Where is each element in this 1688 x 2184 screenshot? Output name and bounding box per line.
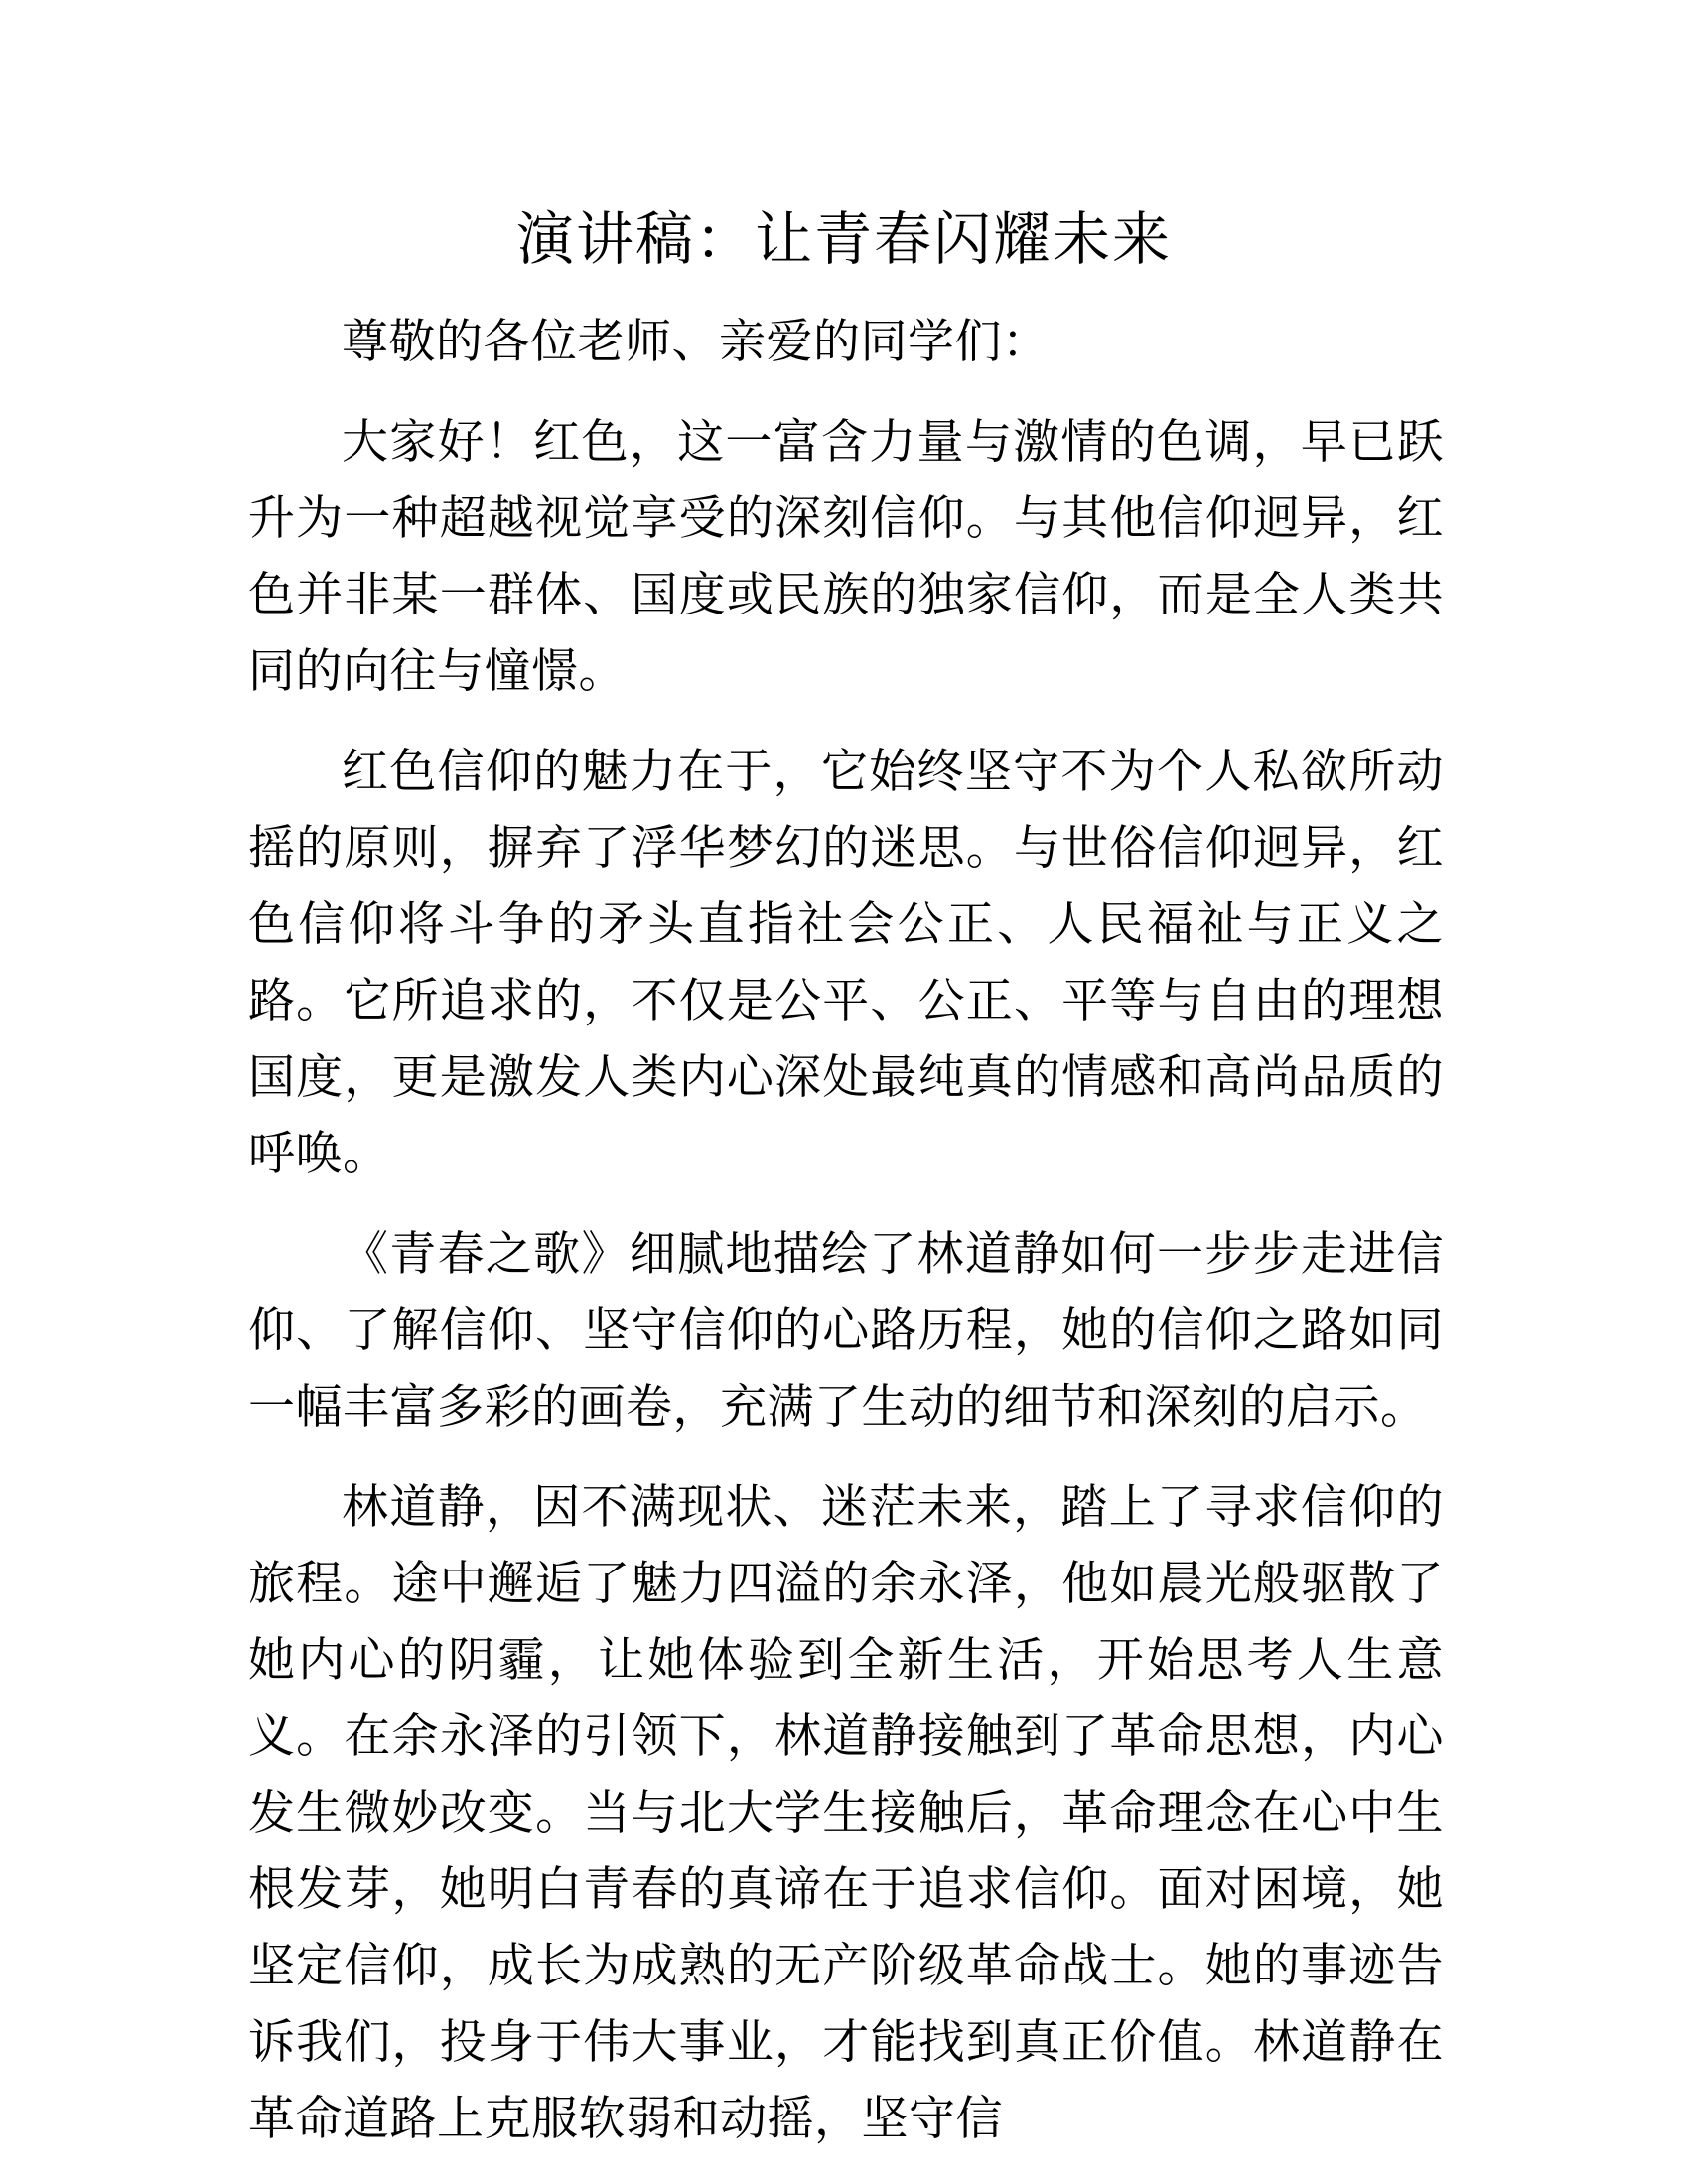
paragraph-red-faith: 红色信仰的魅力在于，它始终坚守不为个人私欲所动摇的原则，摒弃了浮华梦幻的迷思。与世俗信仰迥异，红色信仰将斗争的矛头直指社会公正、人民福祉与正义之路。它所追求的，不仅是公平、公正、平等与自由的理想国度，更是激发人类内心深处最纯真的情感和高尚品质的呼唤。 xyxy=(248,745,1444,1181)
document-title: 演讲稿：让青春闪耀未来 xyxy=(515,205,1172,273)
paragraph-song-of-youth: 《青春之歌》细腻地描绘了林道静如何一步步走进信仰、了解信仰、坚守信仰的心路历程，她的信仰之路如同一幅丰富多彩的画卷，充满了生动的细节和深刻的启示。 xyxy=(248,1227,1444,1434)
paragraph-greeting: 大家好！红色，这一富含力量与激情的色调，早已跃升为一种超越视觉享受的深刻信仰。与其他信仰迥异，红色并非某一群体、国度或民族的独家信仰，而是全人类共同的向往与憧憬。 xyxy=(248,415,1444,699)
document-body xyxy=(248,304,1444,2157)
salutation: 尊敬的各位老师、亲爱的同学们： xyxy=(342,315,1050,369)
paragraph-lin-daojing: 林道静，因不满现状、迷茫未来，踏上了寻求信仰的旅程。途中邂逅了魅力四溢的余永泽，他如晨光般驱散了她内心的阴霾，让她体验到全新生活，开始思考人生意义。在余永泽的引领下，林道静接触到了革命思想，内心发生微妙改变。当与北大学生接触后，革命理念在心中生根发芽，她明白青春的真谛在于追求信仰。面对困境，她坚定信仰，成长为成熟的无产阶级革命战士。她的事迹告诉我们，投身于伟大事业，才能找到真正价值。林道静在革命道路上克服软弱和动摇，坚守信 xyxy=(248,1480,1444,2146)
